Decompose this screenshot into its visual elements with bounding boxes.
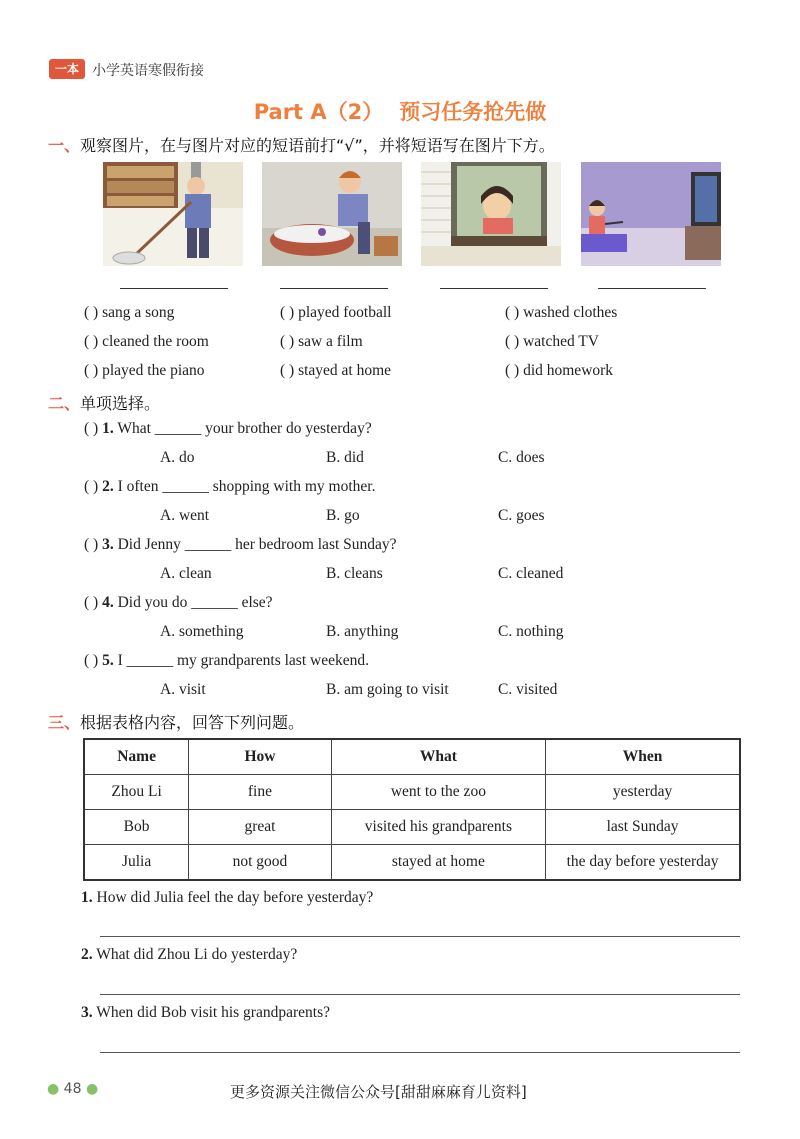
section1-instruction: 观察图片，在与图片对应的短语前打“√”，并将短语写在图片下方。 [80,136,555,155]
book-title: 小学英语寒假衔接 [92,63,204,79]
title-subtitle: 预习任务抢先做 [399,100,547,124]
choice-b[interactable]: B. cleans [326,565,383,582]
cell: last Sunday [546,810,740,845]
section2-number: 二、 [48,394,81,413]
mc-question [84,652,369,670]
table-row [84,810,740,845]
picture-washing-clothes [262,162,402,266]
question-text: I ______ my grandparents last weekend. [117,652,369,669]
mc-question [84,594,273,612]
section1-number: 一、 [48,136,81,155]
cell: visited his grandparents [331,810,545,845]
choice-a[interactable]: A. do [160,449,195,466]
cell: Julia [84,845,189,881]
picture-girl-at-window [421,162,561,266]
question-number: 1. [102,420,114,437]
option-phrase[interactable]: ( ) did homework [505,362,614,379]
answer-line-picture-3[interactable] [440,288,548,289]
choice-b[interactable]: B. did [326,449,364,466]
question-text: I often ______ shopping with my mother. [117,478,376,495]
answer-bracket[interactable]: ( ) [84,536,99,553]
choice-c[interactable]: C. cleaned [498,565,564,582]
info-table [83,738,741,881]
footer-note: 更多资源关注微信公众号[甜甜麻麻育儿资料] [230,1083,527,1101]
choice-a[interactable]: A. something [160,623,244,640]
answer-line[interactable] [100,936,740,937]
page-title [0,96,800,126]
answer-bracket[interactable]: ( ) [84,478,99,495]
choice-b[interactable]: B. am going to visit [326,681,449,698]
question-text: When did Bob visit his grandparents? [96,1004,330,1021]
cell: Bob [84,810,189,845]
question-number: 3. [81,1004,93,1021]
cell: fine [189,775,331,810]
choice-b[interactable]: B. anything [326,623,399,640]
question-number: 2. [81,946,93,963]
option-phrase[interactable]: ( ) saw a film [280,333,363,350]
cell: great [189,810,331,845]
header-how: How [189,739,331,775]
choice-a[interactable]: A. clean [160,565,212,582]
picture-cleaning-room [103,162,243,266]
option-phrase[interactable]: ( ) watched TV [505,333,599,350]
header-what: What [331,739,545,775]
choice-c[interactable]: C. does [498,449,545,466]
mc-question [84,536,397,554]
cell: the day before yesterday [546,845,740,881]
answer-line[interactable] [100,1052,740,1053]
question-text: Did you do ______ else? [117,594,273,611]
header-name: Name [84,739,189,775]
section2-heading [48,391,160,414]
option-phrase[interactable]: ( ) played football [280,304,392,321]
question-text: How did Julia feel the day before yesterday? [96,889,374,906]
choice-c[interactable]: C. goes [498,507,545,524]
section2-instruction: 单项选择。 [80,394,161,413]
brand-logo: 一本 [49,59,85,79]
question-number: 4. [102,594,114,611]
cell: went to the zoo [331,775,545,810]
cell: yesterday [546,775,740,810]
page-number-text: 48 [63,1081,82,1097]
option-phrase[interactable]: ( ) played the piano [84,362,205,379]
question-number: 2. [102,478,114,495]
title-part: Part A（2） [253,100,384,124]
question-text: What ______ your brother do yesterday? [117,420,372,437]
table-row [84,845,740,881]
picture-watching-tv [581,162,721,266]
table-header-row [84,739,740,775]
option-phrase[interactable]: ( ) cleaned the room [84,333,209,350]
option-phrase[interactable]: ( ) sang a song [84,304,175,321]
choice-b[interactable]: B. go [326,507,360,524]
answer-bracket[interactable]: ( ) [84,594,99,611]
question-text: What did Zhou Li do yesterday? [96,946,298,963]
open-question [81,946,297,964]
section3-instruction: 根据表格内容，回答下列问题。 [80,713,305,732]
bullet-icon: ● [85,1081,99,1097]
open-question [81,1004,330,1022]
section3-number: 三、 [48,713,81,732]
section1-heading [48,133,555,156]
answer-line[interactable] [100,994,740,995]
answer-line-picture-1[interactable] [120,288,228,289]
mc-question [84,420,372,438]
section3-heading [48,710,304,733]
choice-a[interactable]: A. visit [160,681,206,698]
open-question [81,889,373,907]
cell: stayed at home [331,845,545,881]
choice-c[interactable]: C. nothing [498,623,564,640]
bullet-icon: ● [47,1081,60,1097]
cell: not good [189,845,331,881]
option-phrase[interactable]: ( ) stayed at home [280,362,392,379]
question-number: 5. [102,652,114,669]
answer-bracket[interactable]: ( ) [84,652,99,669]
question-number: 1. [81,889,93,906]
choice-a[interactable]: A. went [160,507,210,524]
page-number [47,1081,98,1097]
answer-line-picture-2[interactable] [280,288,388,289]
mc-question [84,478,375,496]
answer-bracket[interactable]: ( ) [84,420,99,437]
choice-c[interactable]: C. visited [498,681,558,698]
table-row [84,775,740,810]
option-phrase[interactable]: ( ) washed clothes [505,304,618,321]
header-when: When [546,739,740,775]
cell: Zhou Li [84,775,189,810]
answer-line-picture-4[interactable] [598,288,706,289]
question-text: Did Jenny ______ her bedroom last Sunday? [117,536,397,553]
question-number: 3. [102,536,114,553]
